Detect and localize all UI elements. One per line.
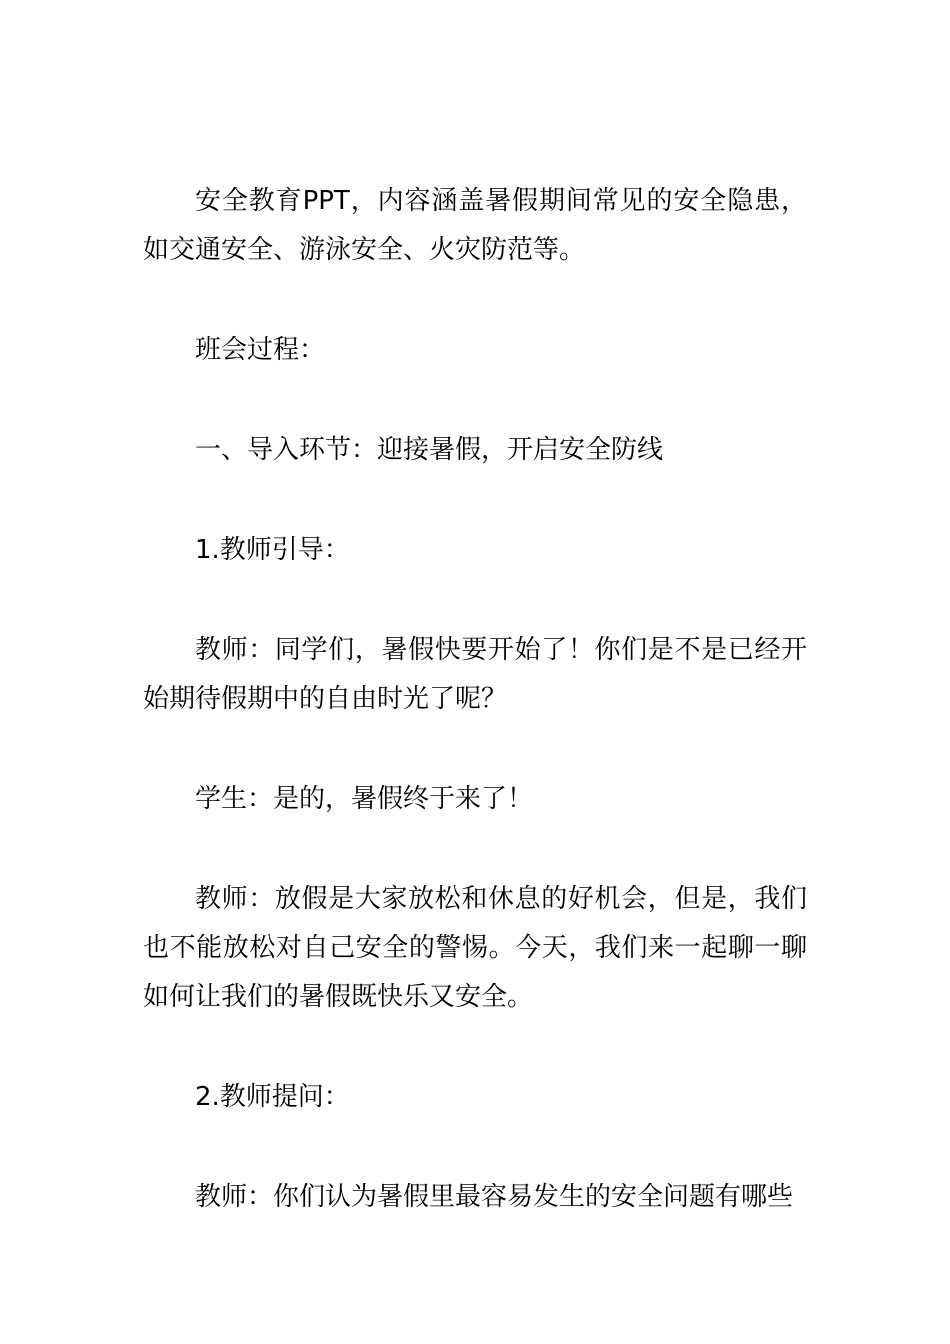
- paragraph-class-process: 班会过程：: [195, 335, 326, 365]
- document-body: [143, 177, 807, 1222]
- subheading-teacher-question: 2.教师提问：: [195, 1082, 350, 1112]
- paragraph-teacher-dialogue: 教师：同学们，暑假快要开始了！你们是不是已经开始期待假期中的自由时光了呢？: [143, 635, 807, 714]
- paragraph-teacher-dialogue: 教师：放假是大家放松和休息的好机会，但是，我们也不能放松对自己安全的警惕。今天，我们来一起聊一聊如何让我们的暑假既快乐又安全。: [143, 884, 807, 1012]
- paragraph-student-dialogue: 学生：是的，暑假终于来了！: [195, 784, 534, 814]
- paragraph-teacher-dialogue: 教师：你们认为暑假里最容易发生的安全问题有哪些: [195, 1182, 794, 1212]
- section-heading-intro: 一、导入环节：迎接暑假，开启安全防线: [195, 435, 664, 465]
- paragraph-ppt-content: 安全教育PPT，内容涵盖暑假期间常见的安全隐患，如交通安全、游泳安全、火灾防范等。: [143, 186, 807, 265]
- subheading-teacher-guide: 1.教师引导：: [195, 535, 350, 565]
